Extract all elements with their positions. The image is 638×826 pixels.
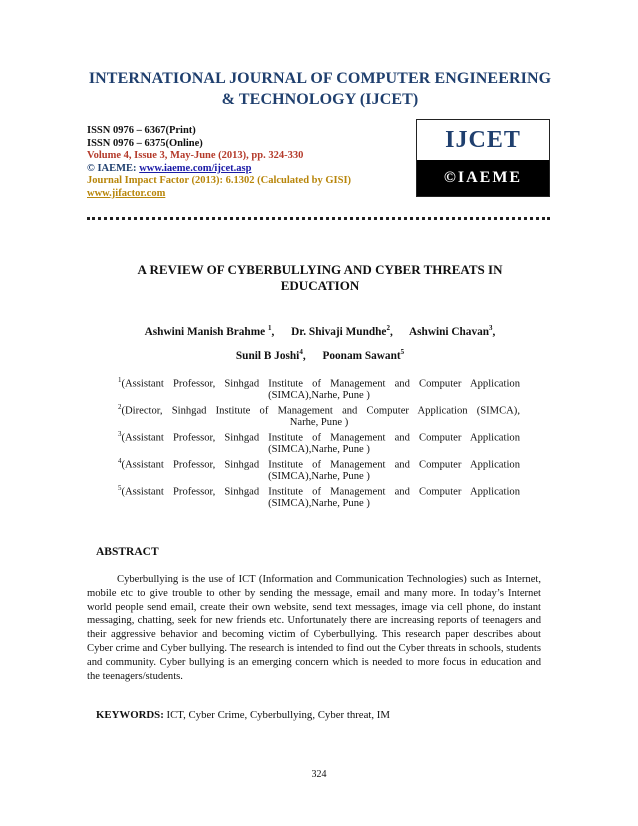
impact-factor: Journal Impact Factor (2013): 6.1302 (Calculated by GISI) <box>87 175 352 187</box>
author-name: Ashwini Manish Brahme <box>144 325 266 338</box>
affiliation-line-2: (SIMCA),Narhe, Pune ) <box>268 444 370 456</box>
journal-meta <box>87 125 351 201</box>
abstract-text: Cyberbullying is the use of ICT (Information and Communication Technologies) such as Internet, mobile etc to give trouble to other by sending the message, email and many more. In today’s Internet world people send email, create their own website, send text messages, image via cell phone, do instant messaging, chatting, seek for new friends etc. Unfortunately there are increasing reports of teenagers and their aggressive behavior and becoming victim of Cyberbullying. This research paper describes about Cyber crime and Cyber bullying. The research is intended to find out the Cyber threats in schools, students and community. Cyber bullying is an emerging concern which is needed to more focus in education and the teenagers/students. <box>87 574 541 682</box>
author-list <box>60 318 580 366</box>
volume-info: Volume 4, Issue 3, May-June (2013), pp. 324-330 <box>87 150 304 162</box>
keywords <box>96 709 390 721</box>
logo-ijcet-text: IJCET <box>417 120 549 160</box>
author-name: Ashwini Chavan <box>408 325 490 338</box>
author-sup: 4 <box>299 347 303 356</box>
affiliation-line-2: (SIMCA),Narhe, Pune ) <box>268 390 370 402</box>
abstract-heading: ABSTRACT <box>96 546 159 558</box>
paper-title-line-1: A REVIEW OF CYBERBULLYING AND CYBER THREATS IN <box>137 262 503 277</box>
iaeme-line <box>87 163 351 176</box>
affiliation-item <box>118 429 520 456</box>
author-sup: 2 <box>386 324 390 332</box>
author-name: Dr. Shivaji Mundhe <box>291 325 387 338</box>
dotted-divider <box>87 217 550 220</box>
affiliation-line-1: (Assistant Professor, Sinhgad Institute of Management and Computer Application <box>121 378 520 390</box>
affiliation-item <box>118 483 520 510</box>
jifactor-link[interactable]: www.jifactor.com <box>87 187 166 199</box>
journal-title-line-1: INTERNATIONAL JOURNAL OF COMPUTER ENGINEERING <box>88 70 552 87</box>
iaeme-prefix: © IAEME: <box>87 162 140 174</box>
affiliation-line-2: (SIMCA),Narhe, Pune ) <box>268 497 370 509</box>
issn-print: ISSN 0976 – 6367(Print) <box>87 125 196 136</box>
affiliation-list <box>118 375 520 510</box>
affiliation-number: 2 <box>118 402 122 411</box>
affiliation-line-1: (Director, Sinhgad Institute of Management and Computer Application (SIMCA), <box>121 405 520 417</box>
affiliation-number: 3 <box>118 429 122 438</box>
logo-iaeme-text: ©IAEME <box>417 160 549 196</box>
issn-online: ISSN 0976 – 6375(Online) <box>87 137 203 149</box>
affiliation-number: 1 <box>118 376 122 384</box>
affiliation-number: 4 <box>118 456 122 465</box>
page-number: 324 <box>311 769 327 780</box>
affiliation-line-2: (SIMCA),Narhe, Pune ) <box>268 471 370 483</box>
affiliation-item <box>118 456 520 483</box>
affiliation-line-1: (Assistant Professor, Sinhgad Institute of Management and Computer Application <box>121 432 520 444</box>
affiliation-item <box>118 402 520 429</box>
author-sup: 3 <box>489 324 493 332</box>
author-sep: , <box>271 325 275 338</box>
paper-title <box>100 262 540 294</box>
author-sup: 1 <box>267 324 272 332</box>
keywords-text: ICT, Cyber Crime, Cyberbullying, Cyber threat, IM <box>163 709 390 721</box>
author-sup: 5 <box>400 347 405 356</box>
ijcet-logo <box>416 119 550 197</box>
paper-title-line-2: EDUCATION <box>280 278 360 293</box>
affiliation-line-1: (Assistant Professor, Sinhgad Institute of Management and Computer Application <box>121 459 520 471</box>
abstract-body <box>87 573 541 683</box>
author-sep: , <box>492 325 496 338</box>
author-sep: , <box>389 325 393 338</box>
author-sep: , <box>302 349 306 362</box>
author-name: Sunil B Joshi <box>235 349 300 362</box>
author-name: Poonam Sawant <box>322 349 401 362</box>
jifactor-line <box>87 188 351 201</box>
iaeme-link[interactable]: www.iaeme.com/ijcet.asp <box>139 162 252 174</box>
journal-title <box>60 68 580 110</box>
journal-title-line-2: & TECHNOLOGY (IJCET) <box>221 91 419 108</box>
keywords-label: KEYWORDS: <box>96 709 164 721</box>
affiliation-item <box>118 375 520 402</box>
author-line-2 <box>60 342 580 366</box>
author-line-1 <box>60 318 580 342</box>
affiliation-number: 5 <box>118 483 122 492</box>
affiliation-line-1: (Assistant Professor, Sinhgad Institute of Management and Computer Application <box>121 486 520 498</box>
affiliation-line-2: Narhe, Pune ) <box>289 417 349 429</box>
